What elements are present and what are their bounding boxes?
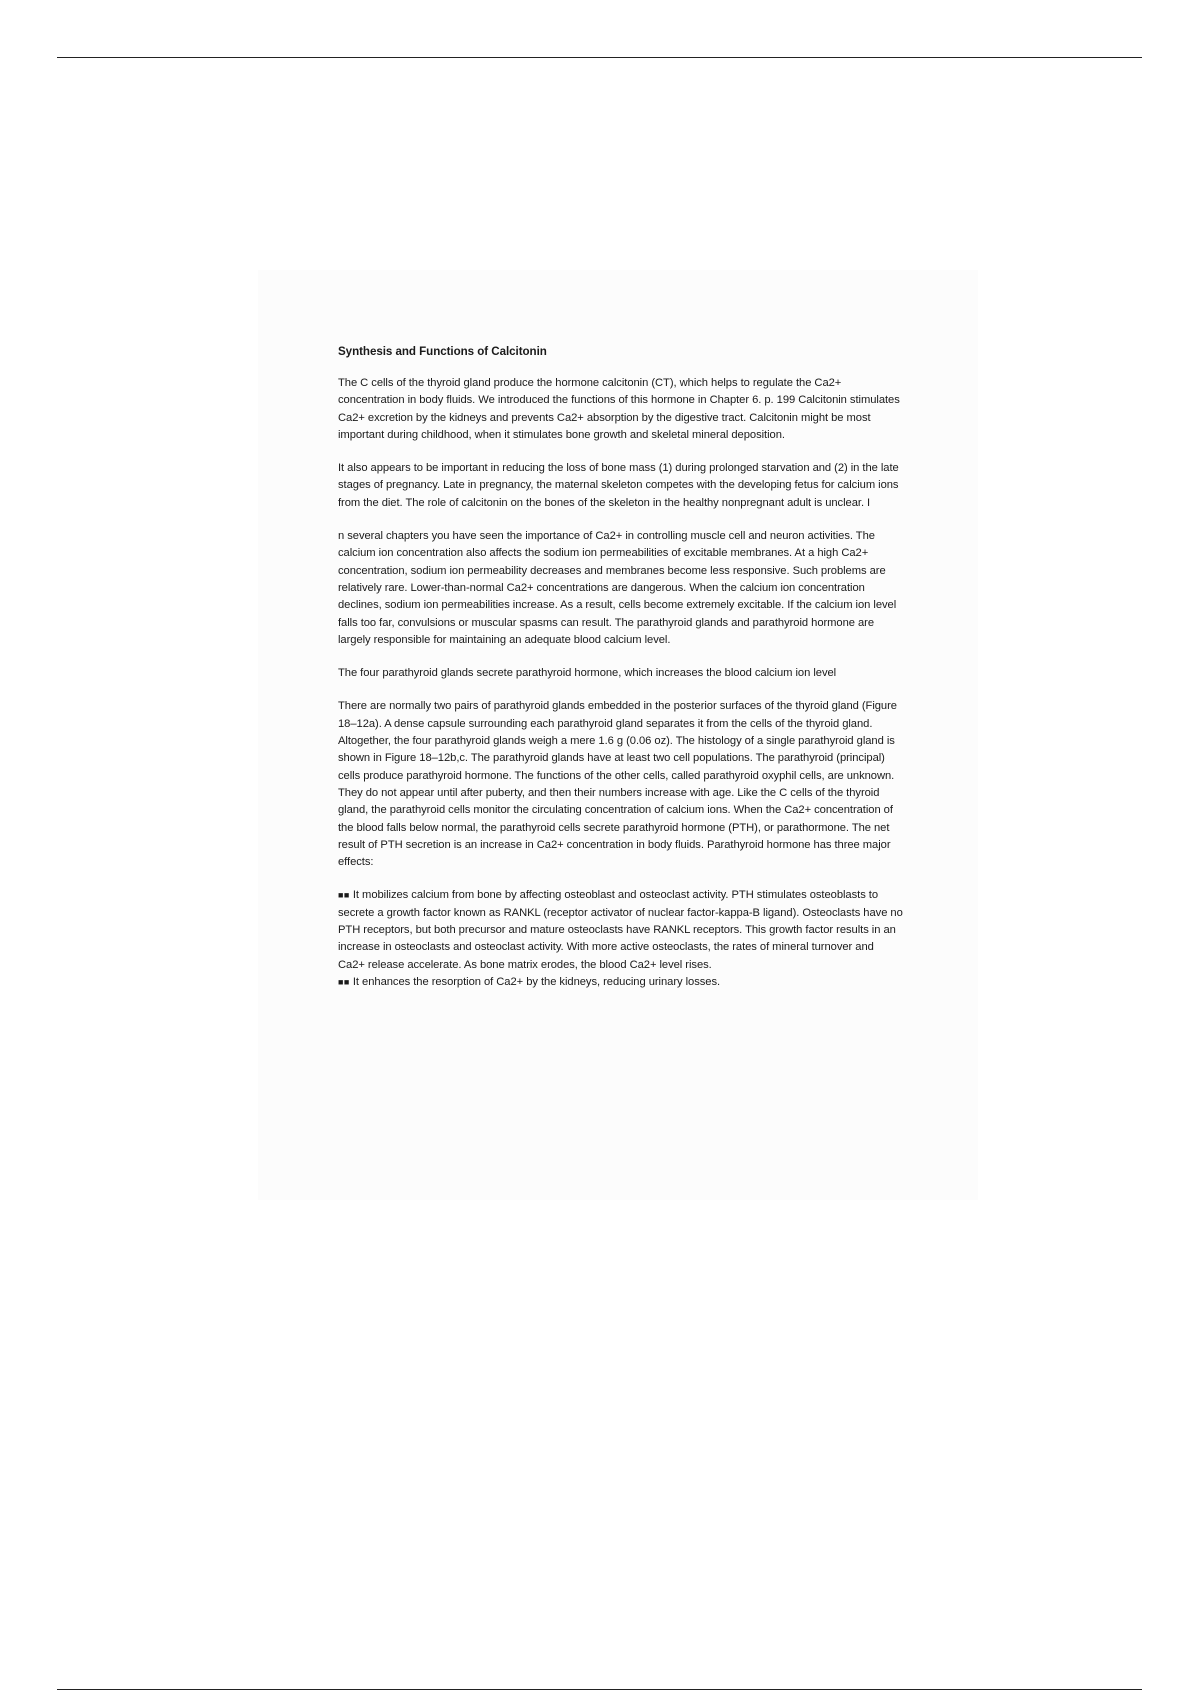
- document-body: [338, 343, 903, 991]
- paragraph-calcitonin-intro: The C cells of the thyroid gland produce the hormone calcitonin (CT), which helps to regulate the Ca2+ concentration in body fluids. We introduced the functions of this hormone in Chapter 6. p. 199 Calcitonin stimulates Ca2+ excretion by the kidneys and prevents Ca2+ absorption by the digestive tract. Calcitonin might be most important during childhood, when it stimulates bone growth and skeletal mineral deposition.: [338, 377, 900, 441]
- bullet-text-kidneys: It enhances the resorption of Ca2+ by the kidneys, reducing urinary losses.: [352, 975, 721, 988]
- list-item: [338, 887, 903, 973]
- list-item: [338, 974, 903, 991]
- bullet-text-bone: It mobilizes calcium from bone by affecting osteoblast and osteoclast activity. PTH stimulates osteoblasts to secrete a growth factor known as RANKL (receptor activator of nuclear factor-kappa-B ligand). Osteoclasts have no PTH receptors, but both precursor and mature osteoclasts have RANKL receptors. This growth factor results in an increase in osteoclasts and osteoclast activity. With more active osteoclasts, the rates of mineral turnover and Ca2+ release accelerate. As bone matrix erodes, the blood Ca2+ level rises.: [338, 889, 903, 971]
- paragraph-parathyroid-summary: The four parathyroid glands secrete parathyroid hormone, which increases the blood calcium ion level: [338, 667, 837, 680]
- bullet-icon: ■■: [338, 890, 350, 901]
- top-rule: [57, 57, 1142, 58]
- bullet-icon: ■■: [338, 976, 350, 987]
- paragraph-parathyroid-glands: There are normally two pairs of parathyroid glands embedded in the posterior surfaces of the thyroid gland (Figure 18–12a). A dense capsule surrounding each parathyroid gland separates it from the cells of the thyroid gland. Altogether, the four parathyroid glands weigh a mere 1.6 g (0.06 oz). The histology of a single parathyroid gland is shown in Figure 18–12b,c. The parathyroid glands have at least two cell populations. The parathyroid (principal) cells produce parathyroid hormone. The functions of the other cells, called parathyroid oxyphil cells, are unknown. They do not appear until after puberty, and then their numbers increase with age. Like the C cells of the thyroid gland, the parathyroid cells monitor the circulating concentration of calcium ions. When the Ca2+ concentration of the blood falls below normal, the parathyroid cells secrete parathyroid hormone (PTH), or parathormone. The net result of PTH secretion is an increase in Ca2+ concentration in body fluids. Parathyroid hormone has three major effects:: [338, 700, 897, 869]
- bottom-rule: [57, 1689, 1142, 1690]
- paragraph-calcium-importance: n several chapters you have seen the importance of Ca2+ in controlling muscle cell and neuron activities. The calcium ion concentration also affects the sodium ion permeabilities of excitable membranes. At a high Ca2+ concentration, sodium ion permeability decreases and membranes become less responsive. Such problems are relatively rare. Lower-than-normal Ca2+ concentrations are dangerous. When the calcium ion concentration declines, sodium ion permeabilities increase. As a result, cells become extremely excitable. If the calcium ion level falls too far, convulsions or muscular spasms can result. The parathyroid glands and parathyroid hormone are largely responsible for maintaining an adequate blood calcium level.: [338, 530, 897, 646]
- section-title: Synthesis and Functions of Calcitonin: [338, 345, 547, 358]
- paragraph-bone-mass: It also appears to be important in reducing the loss of bone mass (1) during prolonged starvation and (2) in the late stages of pregnancy. Late in pregnancy, the maternal skeleton competes with the developing fetus for calcium ions from the diet. The role of calcitonin on the bones of the skeleton in the healthy nonpregnant adult is unclear. I: [338, 462, 899, 509]
